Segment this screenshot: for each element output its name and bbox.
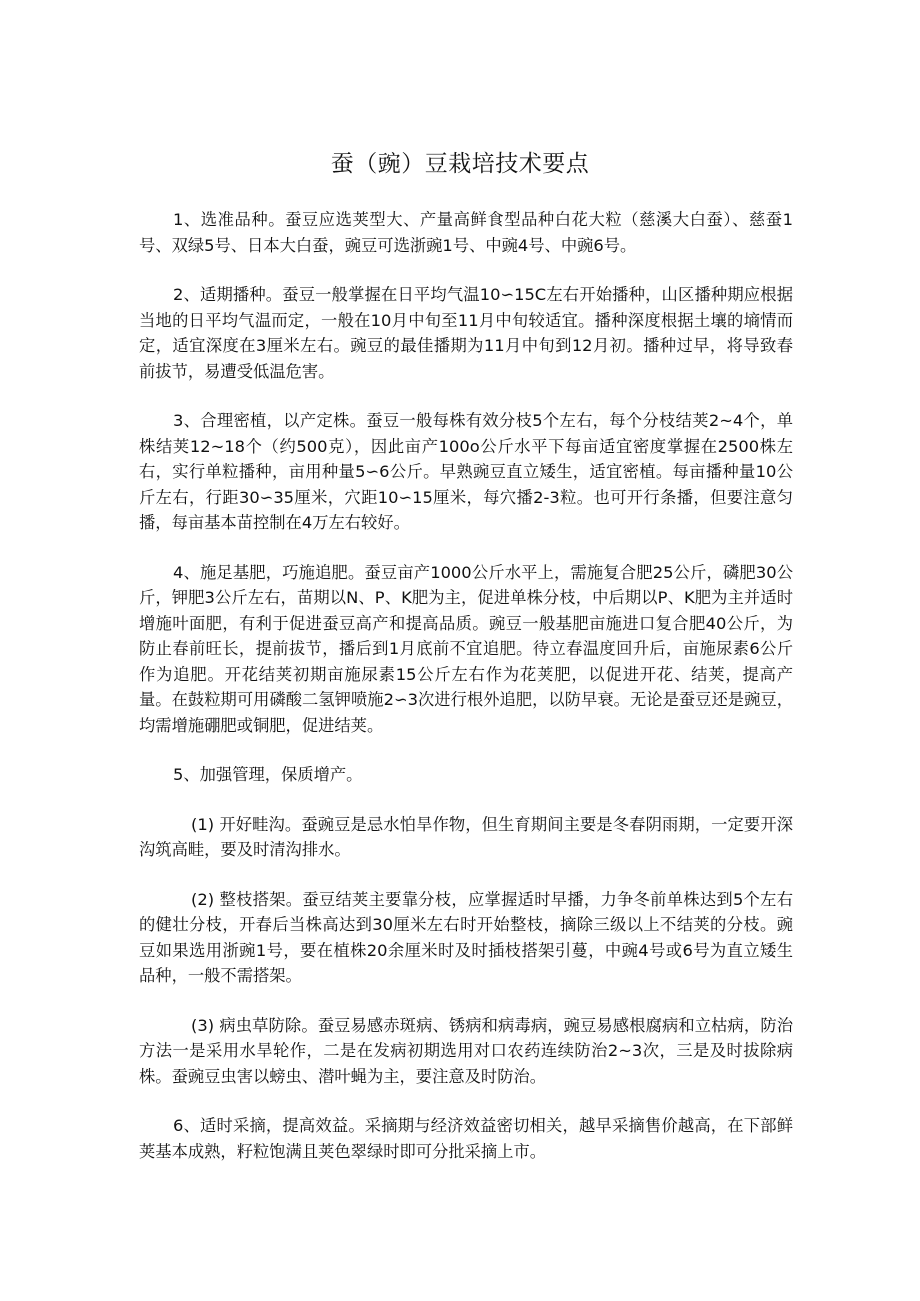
paragraph-harvest: 6、适时采摘，提高效益。采摘期与经济效益密切相关，越早采摘售价越高，在下部鲜荚基本成熟，籽粒饱满且荚色翠绿时即可分批采摘上市。 <box>139 1116 793 1161</box>
document-title: 蚕（豌）豆栽培技术要点 <box>330 151 590 177</box>
paragraph-timely-sowing: 2、适期播种。蚕豆一般掌握在日平均气温10∽15C左右开始播种，山区播种期应根据当地的日平均气温而定，一般在10月中旬至11月中旬较适宜。播种深度根据土壤的墒情而定，适宜深度在3厘米左右。豌豆的最佳播期为11月中旬到12月初。播种过早，将导致春前拔节，易遭受低温危害。 <box>139 285 793 381</box>
paragraph-pruning-staking: (2) 整枝搭架。蚕豆结荚主要靠分枝，应掌握适时早播，力争冬前单株达到5个左右的健壮分枝，开春后当株高达到30厘米左右时开始整枝，摘除三级以上不结荚的分枝。豌豆如果选用浙豌1号，要在植株20余厘米时及时插枝搭架引蔓，中豌4号或6号为直立矮生品种，一般不需搭架。 <box>139 889 793 985</box>
paragraph-select-variety: 1、选准品种。蚕豆应选荚型大、产量高鲜食型品种白花大粒（慈溪大白蚕）、慈蚕1号、双绿5号、日本大白蚕，豌豆可选浙豌1号、中豌4号、中豌6号。 <box>139 210 793 255</box>
paragraph-fertilization: 4、施足基肥，巧施追肥。蚕豆亩产1000公斤水平上，需施复合肥25公斤，磷肥30公斤，钾肥3公斤左右，苗期以N、P、K肥为主，促进单株分枝，中后期以P、K肥为主并适时增施叶面肥，有利于促进蚕豆高产和提高品质。豌豆一般基肥亩施进口复合肥40公斤，为防止春前旺长，提前拔节，播后到1月底前不宜追肥。待立春温度回升后，亩施尿素6公斤作为追肥。开花结荚初期亩施尿素15公斤左右作为花荚肥，以促进开花、结荚，提高产量。在鼓粒期可用磷酸二氢钾喷施2∽3次进行根外追肥，以防早衰。无论是蚕豆还是豌豆，均需增施硼肥或铜肥，促进结荚。 <box>139 562 793 735</box>
paragraph-management-heading: 5、加强管理，保质增产。 <box>173 765 363 784</box>
paragraph-planting-density: 3、合理密植，以产定株。蚕豆一般每株有效分枝5个左右，每个分枝结荚2~4个，单株结荚12~18个（约500克），因此亩产100o公斤水平下每亩适宜密度掌握在2500株左右，实行单粒播种，亩用种量5∽6公斤。早熟豌豆直立矮生，适宜密植。每亩播种量10公斤左右，行距30∽35厘米，穴距10∽15厘米，每穴播2-3粒。也可开行条播，但要注意匀播，每亩基本苗控制在4万左右较好。 <box>139 411 793 532</box>
paragraph-pest-control: (3) 病虫草防除。蚕豆易感赤斑病、锈病和病毒病，豌豆易感根腐病和立枯病，防治方法一是采用水旱轮作，二是在发病初期选用对口农药连续防治2~3次，三是及时拔除病株。蚕豌豆虫害以螃虫、潜叶蝇为主，要注意及时防治。 <box>139 1015 793 1086</box>
paragraph-drainage-ditches: (1) 开好畦沟。蚕豌豆是忌水怕旱作物，但生育期间主要是冬春阴雨期，一定要开深沟筑高畦，要及时清沟排水。 <box>139 814 793 859</box>
document-body <box>139 207 793 1188</box>
